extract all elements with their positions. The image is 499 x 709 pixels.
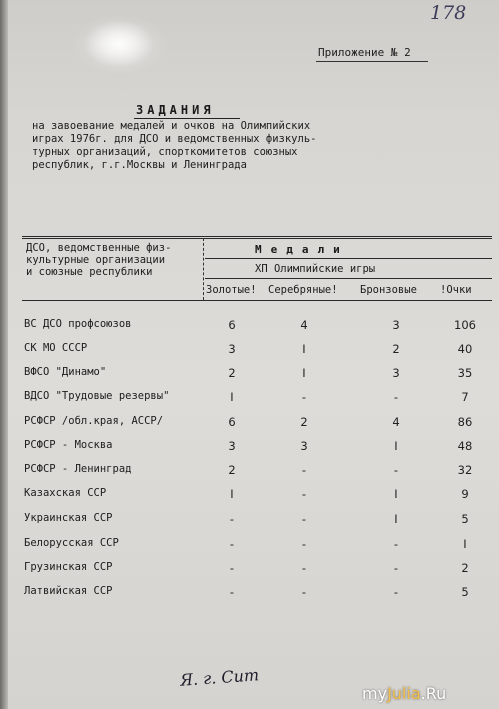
silver-value: - (301, 390, 307, 404)
silver-value: - (301, 537, 307, 551)
points-value: 40 (457, 342, 473, 356)
bronze-value: - (393, 561, 399, 575)
points-value: 7 (461, 390, 469, 404)
gold-value: 6 (228, 318, 236, 332)
points-value: 9 (461, 487, 469, 501)
org-name: ВС ДСО профсоюзов (24, 318, 132, 330)
points-value: 2 (461, 561, 469, 575)
header-column-divider (203, 238, 204, 300)
handwritten-page-number: 178 (430, 2, 467, 24)
points-value: 32 (457, 463, 473, 477)
site-watermark (362, 684, 446, 703)
light-reflection (84, 20, 154, 68)
gold-value: - (229, 537, 235, 551)
handwritten-signature: Я. г. Сит (179, 665, 260, 690)
org-column-header: ДСО, ведомственные физ- культурные организации и союзные республики (26, 242, 172, 278)
points-value: 48 (457, 439, 473, 453)
table-row (0, 561, 499, 581)
gold-value: - (229, 512, 235, 526)
points-value: I (463, 537, 467, 551)
gold-value: I (230, 487, 234, 501)
table-row (0, 439, 499, 459)
points-value: 35 (457, 366, 473, 380)
org-name: СК МО СССР (24, 342, 88, 354)
silver-value: 3 (300, 439, 308, 453)
table-row (0, 366, 499, 386)
bronze-value: - (393, 390, 399, 404)
org-name: РСФСР - Ленинград (24, 463, 132, 475)
table-row (0, 487, 499, 507)
table-row (0, 512, 499, 532)
bronze-value: - (393, 463, 399, 477)
org-name: РСФСР - Москва (24, 439, 113, 451)
gold-value: 2 (228, 366, 236, 380)
silver-value: - (301, 487, 307, 501)
gold-value: - (229, 561, 235, 575)
title-underline (134, 118, 240, 119)
document-title: ЗАДАНИЯ (136, 103, 215, 117)
points-value: 5 (461, 512, 469, 526)
silver-value: 2 (300, 415, 308, 429)
gold-value: 2 (228, 463, 236, 477)
table-top-rule-double (22, 238, 492, 239)
bronze-column-header: Бронзовые (360, 284, 417, 296)
header-bottom-rule (22, 300, 492, 301)
org-name: РСФСР /обл.края, АССР/ (24, 415, 164, 427)
org-name: Украинская ССР (24, 512, 113, 524)
silver-value: - (301, 512, 307, 526)
table-row (0, 463, 499, 483)
watermark-highlight: Julia (387, 684, 421, 703)
silver-value: I (302, 366, 306, 380)
gold-value: I (230, 390, 234, 404)
gold-value: 6 (228, 415, 236, 429)
table-row (0, 415, 499, 435)
bronze-value: - (393, 537, 399, 551)
points-column-header: !Очки (440, 284, 472, 296)
olympic-games-header: ХП Олимпийские игры (255, 263, 376, 275)
watermark-suffix: .Ru (420, 684, 447, 703)
bronze-value: I (394, 487, 398, 501)
table-row (0, 342, 499, 362)
watermark-prefix: my (362, 684, 388, 703)
appendix-underline (316, 61, 428, 62)
document-subtitle: на завоевание медалей и очков на Олимпийских играх 1976г. для ДСО и ведомственных физкуль- турных организаций, спорткомитетов союзных республик, г.г.Москвы и Ленинграда (32, 120, 317, 171)
org-name: ВДСО "Трудовые резервы" (24, 390, 170, 402)
medals-divider (205, 258, 492, 259)
medals-header: Медали (255, 243, 349, 256)
silver-value: - (301, 585, 307, 599)
silver-column-header: Серебряные! (268, 284, 338, 296)
org-name: Латвийская ССР (24, 585, 113, 597)
table-top-rule (22, 236, 492, 237)
bronze-value: I (394, 439, 398, 453)
org-name: Казахская ССР (24, 487, 107, 499)
gold-value: - (229, 585, 235, 599)
gold-value: 3 (228, 342, 236, 356)
gold-value: 3 (228, 439, 236, 453)
points-value: 86 (457, 415, 473, 429)
bronze-value: 4 (392, 415, 400, 429)
games-divider (205, 278, 492, 279)
points-value: 5 (461, 585, 469, 599)
bronze-value: 3 (392, 318, 400, 332)
bronze-value: 3 (392, 366, 400, 380)
silver-value: I (302, 342, 306, 356)
appendix-label: Приложение № 2 (318, 46, 411, 59)
points-value: 106 (454, 318, 476, 332)
table-row (0, 318, 499, 338)
table-row (0, 585, 499, 605)
table-row (0, 390, 499, 410)
silver-value: - (301, 463, 307, 477)
silver-value: - (301, 561, 307, 575)
table-row (0, 537, 499, 557)
gold-column-header: Золотые! (206, 284, 257, 296)
bronze-value: I (394, 512, 398, 526)
org-name: ВФСО "Динамо" (24, 366, 107, 378)
bronze-value: - (393, 585, 399, 599)
org-name: Белорусская ССР (24, 537, 119, 549)
silver-value: 4 (300, 318, 308, 332)
org-name: Грузинская ССР (24, 561, 113, 573)
bronze-value: 2 (392, 342, 400, 356)
